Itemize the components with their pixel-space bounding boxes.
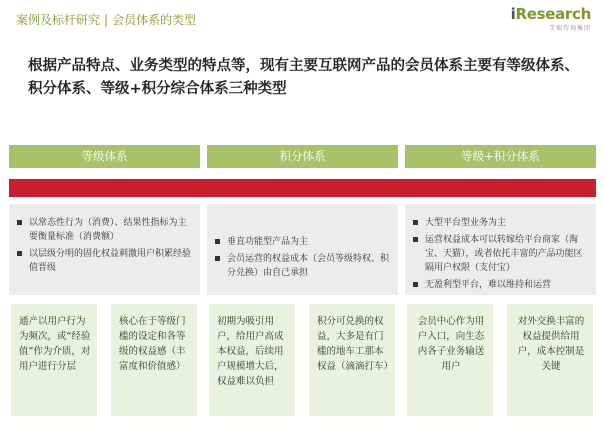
- bullet-list-points: [207, 204, 398, 280]
- bullet-item: 垂直功能型产品为主: [213, 235, 390, 249]
- breadcrumb: [16, 11, 196, 28]
- column-header-combined: 等级+积分体系: [405, 145, 596, 168]
- bullet-list-level: [9, 204, 200, 275]
- bullet-item: 运营权益成本可以转嫁给平台商家（淘宝、天猫），或者依托丰富的产品功能区隔用户权限（支付宝）: [411, 233, 588, 275]
- breadcrumb-separator: |: [104, 13, 109, 27]
- bullet-item: 以层级分明的固化权益刺激用户积累经验值晋级: [15, 247, 192, 275]
- breadcrumb-section: 案例及标杆研究: [16, 13, 101, 27]
- bullet-item: 大型平台型业务为主: [411, 216, 588, 230]
- iresearch-logo: [511, 6, 591, 32]
- header: [0, 0, 605, 44]
- card-level-2: 核心在于等级门槛的设定和各等级的权益感（丰富度和价值感）: [111, 304, 197, 416]
- card-points-2: 积分可兑换的权益，大多是有门槛的地车工那本权益（滴滴打车）: [309, 304, 395, 416]
- card-points-1: 初期为吸引用户，给用户高成本权益，后续用户规模增大后，权益难以负担: [209, 304, 295, 416]
- card-combined-2: 对外交换丰富的权益提供给用户，成本控制是关键: [507, 304, 593, 416]
- bullet-item: 无盈利型平台，难以维持和运营: [411, 278, 588, 292]
- card-level-1: 通产以用户行为为频次，或“经验值”作为介质，对用户进行分层: [11, 304, 97, 416]
- panel-points: [207, 204, 398, 295]
- column-header-points: 积分体系: [207, 145, 398, 168]
- panel-level: [9, 204, 200, 295]
- card-combined-1: 会员中心作为用户入口，向生态内各子业务输送用户: [407, 304, 493, 416]
- panel-combined: [405, 204, 596, 295]
- page-headline: 根据产品特点、业务类型的特点等，现有主要互联网产品的会员体系主要有等级体系、积分体系、等级+积分综合体系三种类型: [28, 58, 579, 97]
- breadcrumb-page: 会员体系的类型: [112, 13, 197, 27]
- red-divider-bar: [9, 179, 596, 197]
- logo-wordmark: [511, 6, 591, 22]
- logo-tagline: 艾瑞咨询集团: [548, 25, 591, 32]
- bullet-item: 会员运营的权益成本（会员等级特权、积分兑换）由自己承担: [213, 252, 390, 280]
- column-header-level: 等级体系: [9, 145, 200, 168]
- logo-text: Research: [515, 5, 591, 23]
- logo-prefix: i: [510, 5, 516, 23]
- bullet-list-combined: [405, 204, 596, 292]
- bullet-item: 以常态性行为（消费）、结果性指标为主要衡量标准（消费额）: [15, 216, 192, 244]
